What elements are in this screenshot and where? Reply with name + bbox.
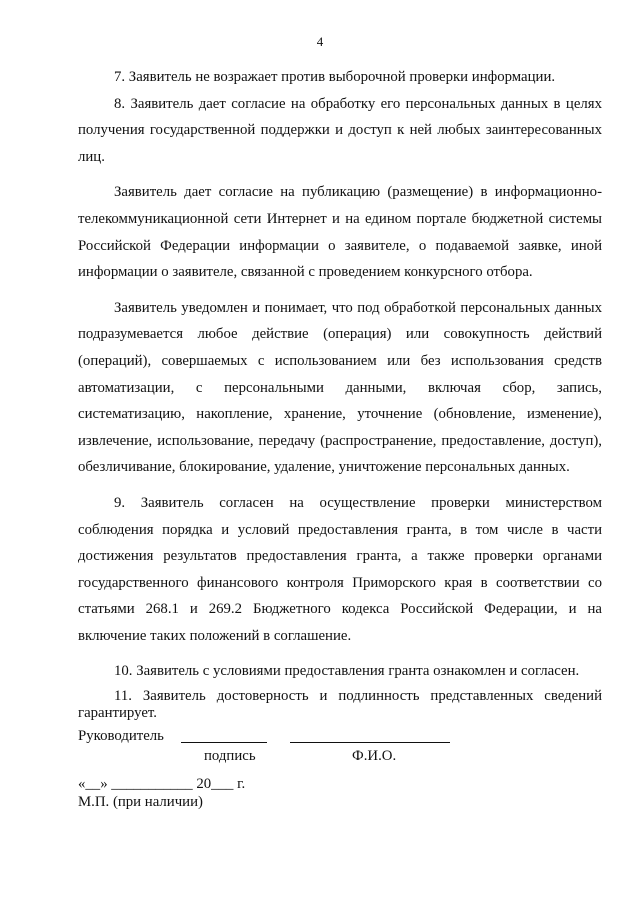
paragraph-10: 10. Заявитель с условиями предоставления гранта ознакомлен и согласен.: [114, 663, 580, 680]
head-label: Руководитель: [78, 728, 164, 744]
paragraph-11: 11. Заявитель достоверность и подлинность представленных сведений гарантирует.: [78, 688, 602, 722]
date-line: «__» ___________ 20___ г.: [78, 776, 246, 792]
fio-caption: Ф.И.О.: [352, 748, 397, 764]
paragraph-8: 8. Заявитель дает согласие на обработку его персональных данных в целях получения государственной поддержки и доступ к ней любых заинтересованных лиц.: [78, 95, 602, 165]
paragraph-personal-data-notice: Заявитель уведомлен и понимает, что под обработкой персональных данных подразумевается любое действие (операция) или совокупность действий (операций), совершаемых с использованием или без использования средств автоматизации, с персональными данными, включая сбор, запись, систематизацию, накопление, хранение, уточнение (обновление, изменение), извлечение, использование, передачу (распространение, предоставление, доступ), обезличивание, блокирование, удаление, уничтожение персональных данных.: [78, 299, 602, 476]
signature-line: [181, 742, 267, 743]
document-body: [78, 64, 602, 722]
signature-caption: подпись: [204, 748, 256, 764]
signature-block: [78, 728, 602, 810]
paragraph-9: 9. Заявитель согласен на осуществление проверки министерством соблюдения порядка и условий предоставления гранта, в том числе в части достижения результатов предоставления гранта, а также проверки органами государственного финансового контроля Приморского края в соответствии со статьями 268.1 и 269.2 Бюджетного кодекса Российской Федерации, и на включение таких положений в соглашение.: [78, 494, 602, 644]
fio-line: [290, 742, 450, 743]
stamp-label: М.П. (при наличии): [78, 794, 203, 810]
page-number: 4: [316, 34, 324, 49]
signature-row: [78, 728, 602, 764]
paragraph-7: 7. Заявитель не возражает против выборочной проверки информации.: [114, 69, 556, 85]
paragraph-publication-consent: Заявитель дает согласие на публикацию (размещение) в информационно-телекоммуникационной сети Интернет и на едином портале бюджетной системы Российской Федерации информации о заявителе, о подаваемой заявке, иной информации о заявителе, связанной с проведением конкурсного отбора.: [78, 184, 602, 281]
